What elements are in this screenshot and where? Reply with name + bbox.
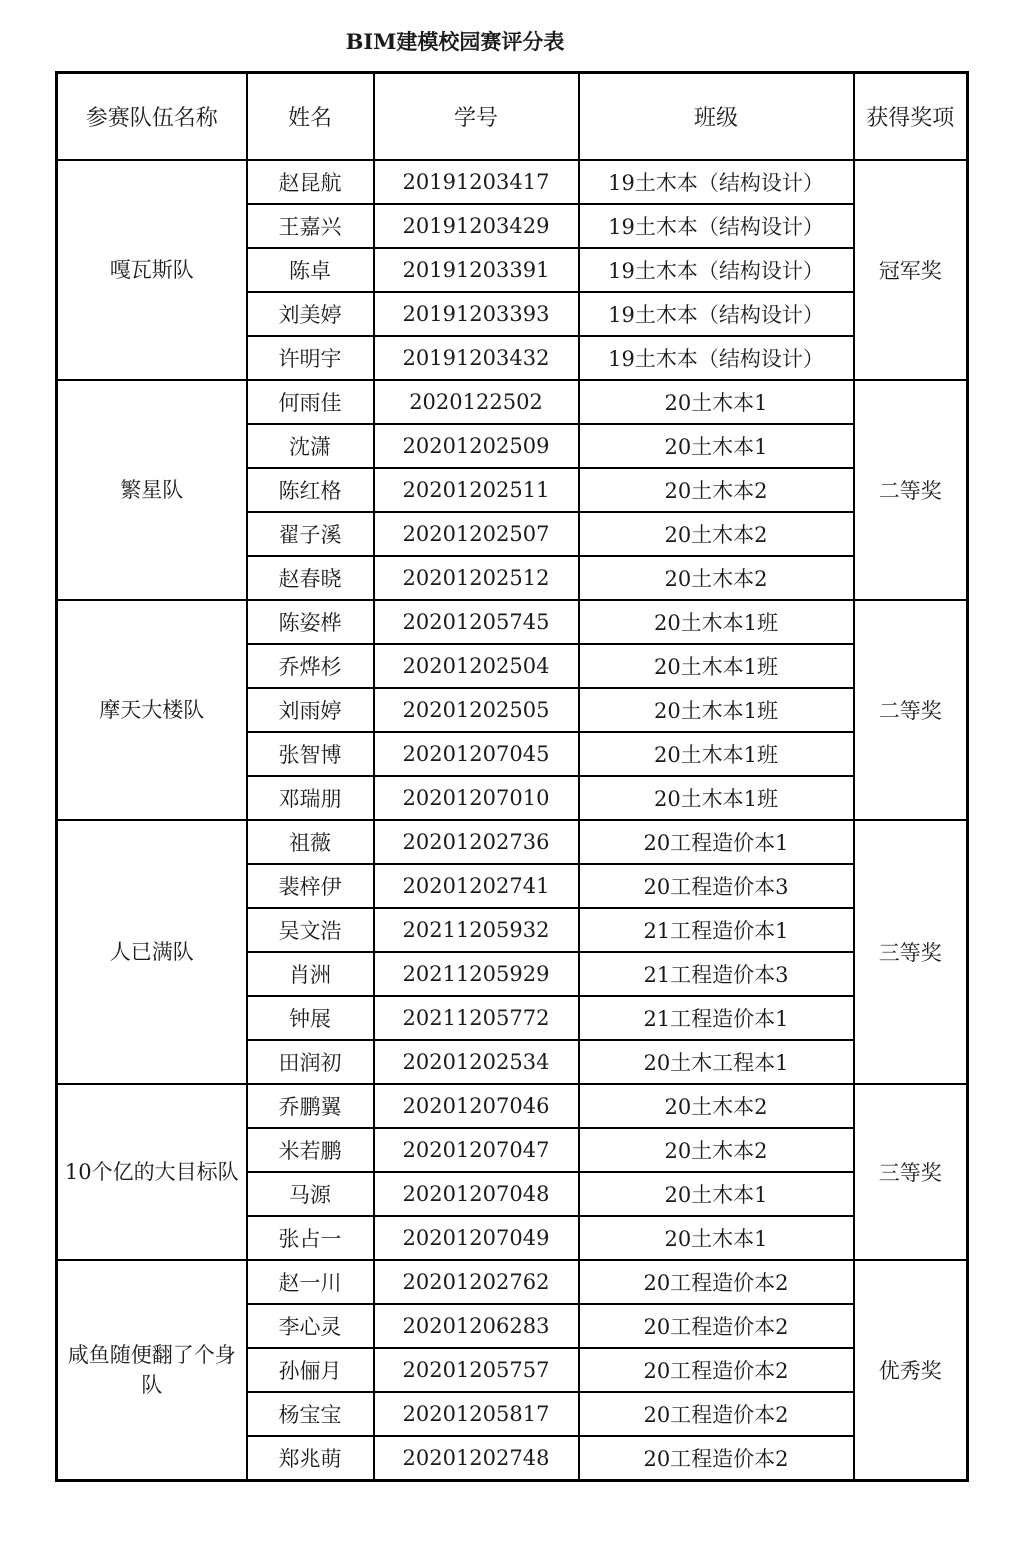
- member-name-cell: 陈姿桦: [247, 600, 374, 644]
- class-cell: 21工程造价本3: [579, 952, 854, 996]
- class-cell: 19土木本（结构设计）: [579, 248, 854, 292]
- student-id-cell: 20201202512: [374, 556, 579, 600]
- member-name-cell: 刘美婷: [247, 292, 374, 336]
- member-name-cell: 陈红格: [247, 468, 374, 512]
- class-cell: 20土木本2: [579, 1128, 854, 1172]
- member-name-cell: 钟展: [247, 996, 374, 1040]
- award-cell: 二等奖: [854, 600, 968, 820]
- class-cell: 20土木本1: [579, 1172, 854, 1216]
- class-cell: 20土木本1: [579, 424, 854, 468]
- member-name-cell: 沈潇: [247, 424, 374, 468]
- table-row: [57, 820, 968, 864]
- table-body: [57, 160, 968, 1481]
- student-id-cell: 20191203417: [374, 160, 579, 204]
- student-id-cell: 20191203432: [374, 336, 579, 380]
- member-name-cell: 何雨佳: [247, 380, 374, 424]
- member-name-cell: 张智博: [247, 732, 374, 776]
- member-name-cell: 马源: [247, 1172, 374, 1216]
- student-id-cell: 20201207046: [374, 1084, 579, 1128]
- class-cell: 20工程造价本2: [579, 1392, 854, 1436]
- team-name-cell: 10个亿的大目标队: [57, 1084, 247, 1260]
- student-id-cell: 20201202748: [374, 1436, 579, 1481]
- class-cell: 20土木本2: [579, 556, 854, 600]
- student-id-cell: 20201205817: [374, 1392, 579, 1436]
- student-id-cell: 20201206283: [374, 1304, 579, 1348]
- class-cell: 20工程造价本3: [579, 864, 854, 908]
- member-name-cell: 张占一: [247, 1216, 374, 1260]
- member-name-cell: 肖洲: [247, 952, 374, 996]
- table-row: [57, 160, 968, 204]
- student-id-cell: 20201205757: [374, 1348, 579, 1392]
- class-cell: 20土木本2: [579, 468, 854, 512]
- student-id-cell: 20201207049: [374, 1216, 579, 1260]
- member-name-cell: 祖薇: [247, 820, 374, 864]
- student-id-cell: 20211205932: [374, 908, 579, 952]
- class-cell: 20土木工程本1: [579, 1040, 854, 1084]
- student-id-cell: 20201202505: [374, 688, 579, 732]
- student-id-cell: 20201207048: [374, 1172, 579, 1216]
- class-cell: 20土木本1班: [579, 644, 854, 688]
- team-name-cell: 摩天大楼队: [57, 600, 247, 820]
- class-cell: 20土木本1: [579, 380, 854, 424]
- class-cell: 20工程造价本2: [579, 1436, 854, 1481]
- member-name-cell: 赵一川: [247, 1260, 374, 1304]
- student-id-cell: 20201202736: [374, 820, 579, 864]
- member-name-cell: 陈卓: [247, 248, 374, 292]
- student-id-cell: 20201207045: [374, 732, 579, 776]
- member-name-cell: 田润初: [247, 1040, 374, 1084]
- member-name-cell: 米若鹏: [247, 1128, 374, 1172]
- class-cell: 20土木本1班: [579, 600, 854, 644]
- member-name-cell: 裴梓伊: [247, 864, 374, 908]
- table-row: [57, 1084, 968, 1128]
- student-id-cell: 20201205745: [374, 600, 579, 644]
- member-name-cell: 杨宝宝: [247, 1392, 374, 1436]
- student-id-cell: 20201202507: [374, 512, 579, 556]
- class-cell: 19土木本（结构设计）: [579, 292, 854, 336]
- class-cell: 20土木本2: [579, 512, 854, 556]
- team-name-cell: 繁星队: [57, 380, 247, 600]
- team-name-cell: 嘎瓦斯队: [57, 160, 247, 380]
- header-row: [57, 73, 968, 161]
- student-id-cell: 20201202504: [374, 644, 579, 688]
- member-name-cell: 刘雨婷: [247, 688, 374, 732]
- award-cell: 二等奖: [854, 380, 968, 600]
- member-name-cell: 赵春晓: [247, 556, 374, 600]
- score-table: [55, 71, 969, 1482]
- class-cell: 20土木本2: [579, 1084, 854, 1128]
- member-name-cell: 李心灵: [247, 1304, 374, 1348]
- class-cell: 20土木本1班: [579, 688, 854, 732]
- header-name: 姓名: [247, 73, 374, 161]
- header-team: 参赛队伍名称: [57, 73, 247, 161]
- class-cell: 20工程造价本2: [579, 1260, 854, 1304]
- class-cell: 20土木本1班: [579, 776, 854, 820]
- student-id-cell: 2020122502: [374, 380, 579, 424]
- member-name-cell: 赵昆航: [247, 160, 374, 204]
- member-name-cell: 翟子溪: [247, 512, 374, 556]
- student-id-cell: 20201207010: [374, 776, 579, 820]
- member-name-cell: 许明宇: [247, 336, 374, 380]
- header-student-id: 学号: [374, 73, 579, 161]
- table-row: [57, 380, 968, 424]
- member-name-cell: 乔鹏翼: [247, 1084, 374, 1128]
- student-id-cell: 20201202762: [374, 1260, 579, 1304]
- class-cell: 19土木本（结构设计）: [579, 336, 854, 380]
- table-row: [57, 1260, 968, 1304]
- member-name-cell: 乔烨杉: [247, 644, 374, 688]
- member-name-cell: 吴文浩: [247, 908, 374, 952]
- class-cell: 19土木本（结构设计）: [579, 160, 854, 204]
- member-name-cell: 郑兆萌: [247, 1436, 374, 1481]
- award-cell: 冠军奖: [854, 160, 968, 380]
- class-cell: 19土木本（结构设计）: [579, 204, 854, 248]
- student-id-cell: 20191203391: [374, 248, 579, 292]
- student-id-cell: 20211205929: [374, 952, 579, 996]
- table-row: [57, 600, 968, 644]
- team-name-cell: 咸鱼随便翻了个身队: [57, 1260, 247, 1481]
- student-id-cell: 20191203393: [374, 292, 579, 336]
- student-id-cell: 20201202534: [374, 1040, 579, 1084]
- class-cell: 20工程造价本2: [579, 1348, 854, 1392]
- award-cell: 三等奖: [854, 820, 968, 1084]
- student-id-cell: 20201202509: [374, 424, 579, 468]
- student-id-cell: 20191203429: [374, 204, 579, 248]
- header-class: 班级: [579, 73, 854, 161]
- team-name-cell: 人已满队: [57, 820, 247, 1084]
- class-cell: 20土木本1: [579, 1216, 854, 1260]
- student-id-cell: 20201207047: [374, 1128, 579, 1172]
- page-title: BIM建模校园赛评分表: [345, 29, 565, 54]
- award-cell: 优秀奖: [854, 1260, 968, 1481]
- student-id-cell: 20211205772: [374, 996, 579, 1040]
- class-cell: 20工程造价本1: [579, 820, 854, 864]
- member-name-cell: 王嘉兴: [247, 204, 374, 248]
- member-name-cell: 孙俪月: [247, 1348, 374, 1392]
- class-cell: 20土木本1班: [579, 732, 854, 776]
- header-award: 获得奖项: [854, 73, 968, 161]
- award-cell: 三等奖: [854, 1084, 968, 1260]
- student-id-cell: 20201202511: [374, 468, 579, 512]
- student-id-cell: 20201202741: [374, 864, 579, 908]
- class-cell: 21工程造价本1: [579, 996, 854, 1040]
- class-cell: 20工程造价本2: [579, 1304, 854, 1348]
- class-cell: 21工程造价本1: [579, 908, 854, 952]
- member-name-cell: 邓瑞朋: [247, 776, 374, 820]
